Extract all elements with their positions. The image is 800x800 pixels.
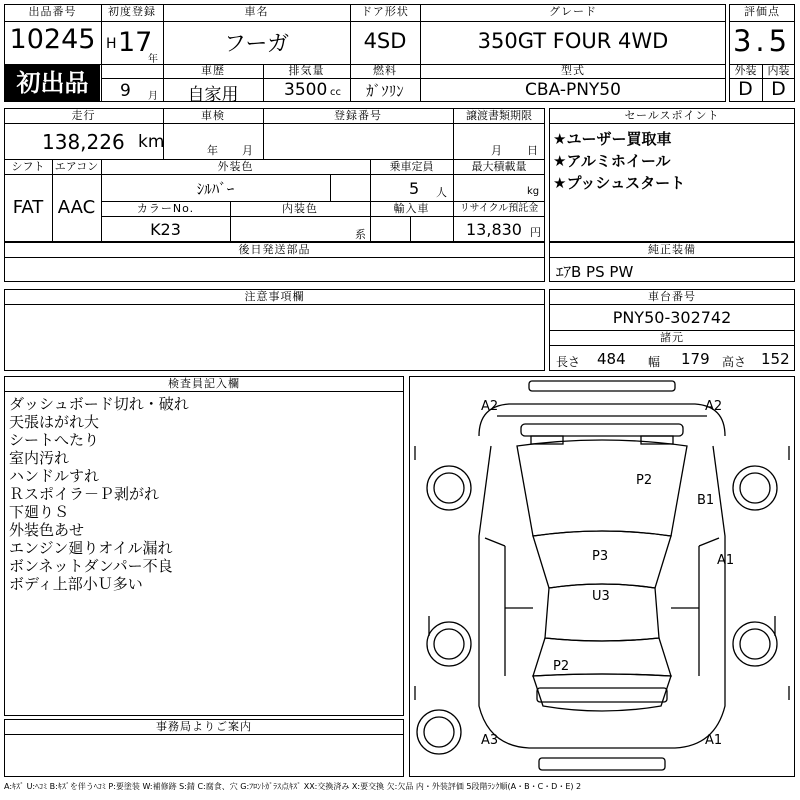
remark-line: 下廻りＳ [9,503,70,521]
inspector-remarks [9,395,189,593]
dims-label: 諸元 [660,331,684,344]
door-type: 4SD [363,29,407,53]
inspection-month-unit: 月 [242,144,253,157]
front-outline [479,404,725,436]
ac: AAC [57,197,96,218]
ext-color: ｼﾙﾊﾞｰ [196,180,235,198]
mark-rear-left: A3 [481,733,499,748]
exterior-grade: D [738,78,753,100]
remark-line: エンジン廻りオイル漏れ [9,539,173,557]
remark-line: ボディ上部小Ｕ多い [9,575,143,593]
displacement-label: 排気量 [288,64,325,77]
car-diagram [409,376,795,777]
remark-line: 外装色あせ [9,521,85,539]
mark-right-door: A1 [717,553,735,568]
notes-label: 注意事項欄 [244,290,305,303]
transfer-day-unit: 日 [527,144,538,157]
mark-rear-right: A1 [705,733,723,748]
mileage-label: 走行 [71,109,96,122]
details-table [4,108,545,242]
recycle-amount: 13,830 [466,220,522,239]
mileage-unit: km [138,132,165,152]
fuel-label: 燃料 [373,64,397,77]
recycle-unit: 円 [530,226,541,239]
capacity-unit: 人 [436,186,447,199]
color-no: K23 [150,220,181,239]
month-unit: 月 [148,91,158,102]
displacement: 3500 [284,80,328,100]
grade: 350GT FOUR 4WD [477,29,669,53]
color-no-label: カラーNo. [136,202,195,215]
model-code-label: 型式 [561,64,585,77]
recycle-label: リサイクル預託金 [459,203,539,214]
year-unit: 年 [148,54,158,65]
width-value: 179 [681,350,710,368]
remark-line: ダッシュボード切れ・破れ [9,395,189,413]
inspection-year-unit: 年 [207,144,218,157]
model-code: CBA-PNY50 [525,80,621,100]
mark-front-left: A2 [481,399,499,414]
max-load-label: 最大積載量 [471,160,527,173]
lot-no-label: 出品番号 [28,5,77,18]
legend: A:ｷｽﾞ U:ﾍｺﾐ B:ｷｽﾞを伴うﾍｺﾐ P:要塗装 W:補修跡 S:錆 C:腐食、穴 G:ﾌﾛﾝﾄｶﾞﾗｽ点ｷｽﾞ XX:交換済み X:要交換 欠:欠品 内・外装評価 5段階ﾗﾝｸ順(A・B・C・D・E) 2 [4,782,582,791]
remark-line: 天張はがれ大 [9,413,100,431]
capacity: 5 [409,179,420,198]
mark-roof-rear: U3 [592,589,610,604]
height-value: 152 [761,350,790,368]
displacement-unit: cc [330,87,341,98]
ext-color-label: 外装色 [217,160,254,173]
int-color-unit: 系 [355,228,366,241]
equipment-label: 純正装備 [648,243,696,256]
inspector-label: 検査員記入欄 [168,377,240,390]
sales-points-list [553,128,685,194]
chassis-number: PNY50-302742 [612,308,732,327]
history: 自家用 [187,85,239,105]
length-label: 長さ [556,355,581,369]
remark-line: ハンドルすれ [9,467,100,485]
equipment-value: ｴｱB PS PW [556,263,634,281]
inspection-label: 車検 [201,109,225,122]
width-label: 幅 [648,355,661,369]
shift-label: シフト [11,160,45,173]
remark-line: Ｒスポイラ－Ｐ剥がれ [9,485,160,503]
sales-point: ★アルミホイール [553,152,671,170]
score: 3.5 [732,24,792,58]
shift: FAT [12,197,44,218]
import-label: 輸入車 [393,202,430,215]
capacity-label: 乗車定員 [389,160,434,173]
height-label: 高さ [722,355,747,369]
length-value: 484 [597,350,626,368]
office-label: 事務局よりご案内 [156,720,252,733]
interior-label: 内装 [767,64,790,77]
reg-no-label: 登録番号 [334,109,382,122]
int-color-label: 内装色 [282,202,318,215]
exterior-label: 外装 [734,64,757,77]
first-listing-badge: 初出品 [5,65,100,101]
lot-no: 10245 [9,24,96,55]
mark-hood: P2 [636,473,653,488]
sales-point: ★ユーザー買取車 [553,130,672,148]
grade-label: グレード [549,5,597,18]
front-bumper-strip [529,381,675,391]
mileage: 138,226 [42,130,125,154]
sales-point: ★プッシュスタート [553,174,686,192]
remark-line: ボンネットダンパー不良 [9,557,173,575]
sales-points-label: セールスポイント [624,109,720,122]
first-reg-year: 17 [118,27,153,58]
transfer-docs-label: 譲渡書類期限 [466,109,532,122]
remark-line: シートへたり [9,431,100,449]
car-name: フーガ [224,32,289,57]
car-name-label: 車名 [244,5,269,18]
ac-label: エアコン [54,160,99,173]
mark-roof: P3 [592,549,609,564]
remark-line: 室内汚れ [9,449,70,467]
hood [517,440,687,536]
score-label: 評価点 [744,5,780,18]
rear-bumper-strip [539,758,665,770]
chassis-label: 車台番号 [648,290,696,303]
trunk [533,674,671,711]
fuel: ｶﾞｿﾘﾝ [366,82,404,100]
door-label: ドア形状 [361,5,409,18]
first-reg-label: 初度登録 [108,5,156,18]
first-reg-month: 9 [120,81,131,101]
later-parts-label: 後日発送部品 [238,243,311,256]
mark-right-fender: B1 [697,493,715,508]
history-label: 車歴 [201,64,225,77]
era: H [106,36,117,52]
mark-trunk: P2 [553,659,570,674]
interior-grade: D [771,78,786,100]
transfer-month-unit: 月 [491,144,502,157]
max-load-unit: kg [527,186,540,197]
mark-front-right: A2 [705,399,723,414]
